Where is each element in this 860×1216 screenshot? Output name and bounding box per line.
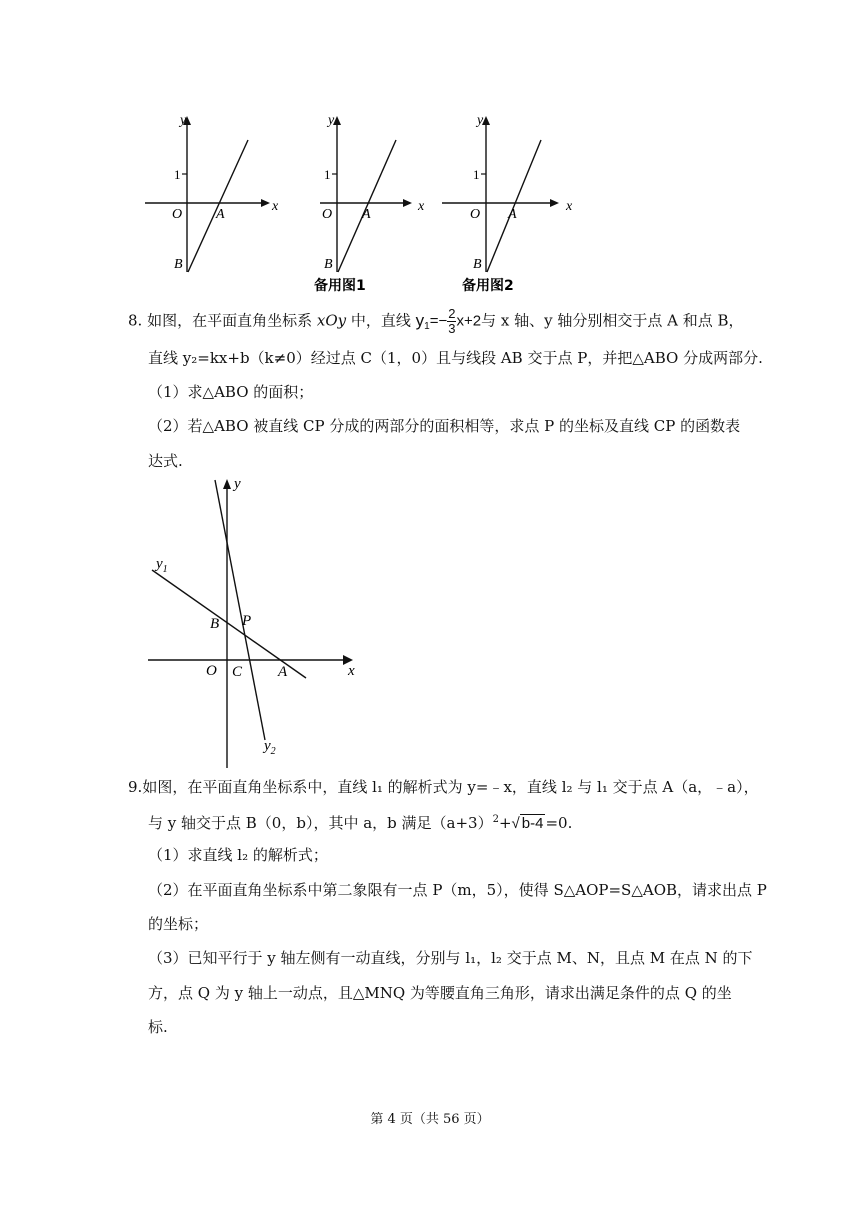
q8-xoy: xOy [316,311,347,330]
q9-line1-text: 如图，在平面直角坐标系中，直线 l₁ 的解析式为 y=﹣x，直线 l₂ 与 l₁ 交于点 A（a，﹣a）， [142,778,759,796]
q9-sqrt-symbol: √ [511,815,520,832]
q8-point-p-label: P [242,613,252,629]
q8-y1: $y_1$ [415,310,430,332]
axis-x-label: x [418,199,425,214]
q9-line2-end: =0. [545,814,573,832]
q9-part2-line1: （2）在平面直角坐标系中第二象限有一点 P（m，5），使得 S△AOP=S△AOB，请求出点 P [148,881,767,899]
origin-label: O [470,207,481,222]
q8-number: 8. [128,311,143,330]
axis-x-label: x [272,199,279,214]
q9-part2-line2: 的坐标； [148,915,209,933]
point-b-label: B [473,257,482,272]
figure-spare-1 [300,110,450,295]
figure-spare-2 [440,110,590,295]
q8-fraction: $\frac{2}{3}$ [448,306,456,336]
figure-q8 [148,470,368,770]
q8-y1-label: $y_1$ [156,556,168,575]
figure-main [140,110,290,275]
q8-y2-label: $y_2$ [264,738,276,757]
q9-part3-line1: （3）已知平行于 y 轴左侧有一动直线，分别与 l₁，l₂ 交于点 M、N，且点 M 在点 N 的下 [148,949,753,967]
q9-part3-line3: 标. [148,1018,168,1036]
caption-spare-1: 备用图1 [314,278,366,294]
q8-text-c: 与 x 轴、y 轴分别相交于点 A 和点 B， [481,311,744,330]
q8-axis-y-label: y [234,476,241,492]
q9-part3-line2: 方，点 Q 为 y 轴上一动点，且△MNQ 为等腰直角三角形，请求出满足条件的点 Q 的坐 [148,984,732,1002]
axis-y-label: y [328,113,335,128]
q9-part1: （1）求直线 l₂ 的解析式； [148,846,328,864]
q8-part1: （1）求△ABO 的面积； [148,383,314,401]
point-a-label: A [216,207,225,222]
q8-origin-label: O [206,663,217,679]
q8-text-a: 如图，在平面直角坐标系 [147,311,317,330]
q8-part2-line1: （2）若△ABO 被直线 CP 分成的两部分的面积相等，求点 P 的坐标及直线 CP 的函数表 [148,417,741,435]
q9-line2-a: 与 y 轴交于点 B（0，b），其中 a，b 满足（a+3） [148,814,493,832]
origin-label: O [172,207,183,222]
point-b-label: B [324,257,333,272]
point-a-label: A [508,207,517,222]
q8-point-c-label: C [232,664,243,680]
q9-line2-sup: 2 [492,814,499,825]
q9-line2 [148,810,572,834]
q8-point-a-label: A [278,664,288,680]
tick-1-label: 1 [324,167,331,182]
point-b-label: B [174,257,183,272]
page-footer: 第 4 页（共 56 页） [370,1112,490,1127]
q8-line2: 直线 y₂=kx+b（k≠0）经过点 C（1，0）且与线段 AB 交于点 P，并把△ABO 分成两部分. [148,349,763,367]
tick-1-label: 1 [473,167,480,182]
q8-eq: =− [429,312,448,330]
q9-sqrt: b-4 [521,815,544,832]
q8-eq-tail: x+2 [456,312,482,330]
origin-label: O [322,207,333,222]
q9-line2-plus: + [498,814,512,832]
q9-line1 [128,777,759,797]
q9-number: 9. [128,778,143,796]
axis-x-label: x [566,199,573,214]
axis-y-label: y [477,113,484,128]
caption-spare-2: 备用图2 [462,278,514,294]
q8-axis-x-label: x [348,663,355,679]
axis-y-label: y [180,113,187,128]
point-a-label: A [362,207,371,222]
q8-part2-line2: 达式. [148,452,183,470]
tick-1-label: 1 [174,167,181,182]
q8-text-b: 中，直线 [346,311,416,330]
q8-point-b-label: B [210,616,220,632]
q8-line1 [128,307,744,337]
